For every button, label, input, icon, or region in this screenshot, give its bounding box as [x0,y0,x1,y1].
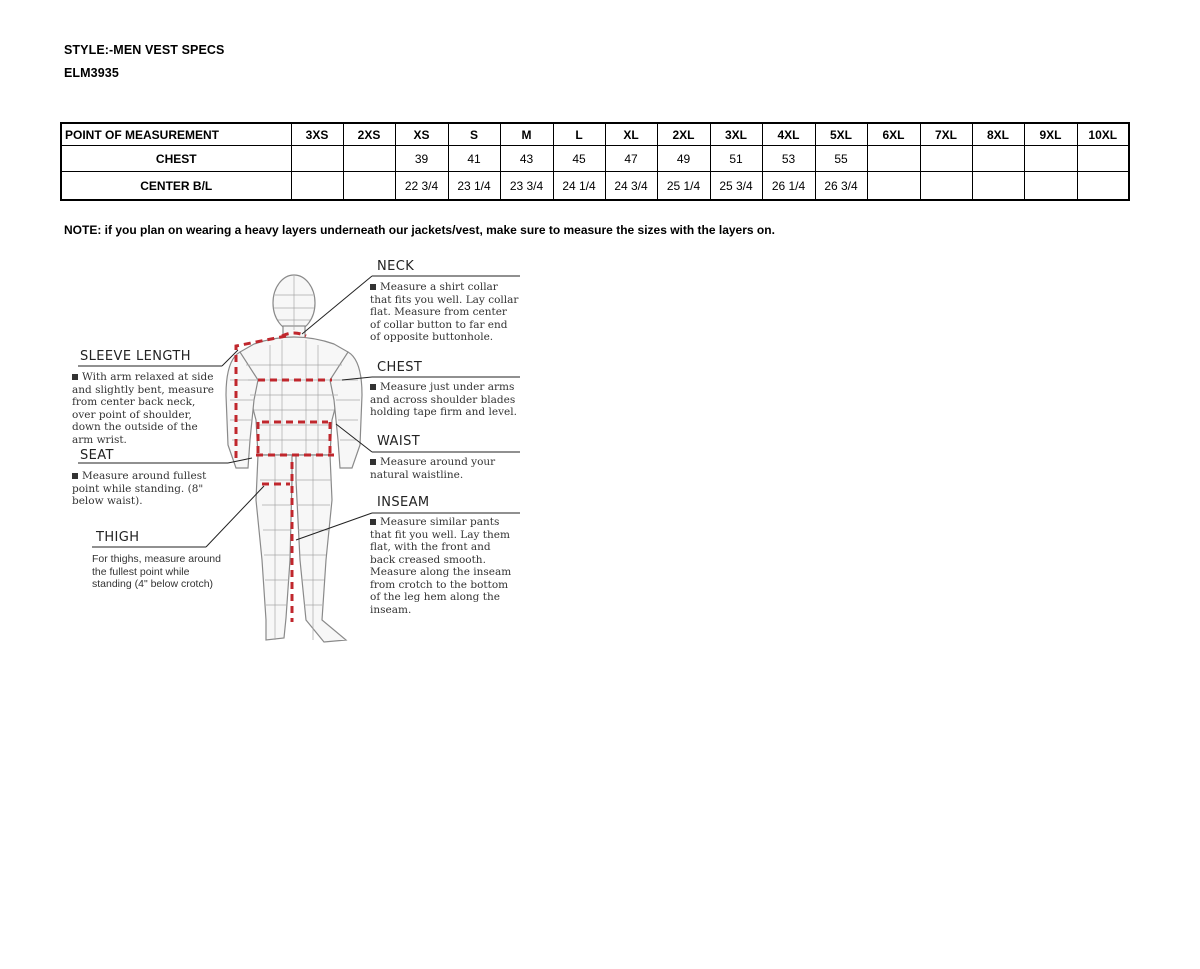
table-cell: 23 3/4 [500,172,553,201]
column-header-size: 5XL [815,123,867,146]
table-cell: 26 1/4 [762,172,815,201]
table-cell: 26 3/4 [815,172,867,201]
table-cell [1024,146,1077,172]
table-cell [291,172,343,201]
table-cell: 25 3/4 [710,172,762,201]
column-header-size: M [500,123,553,146]
table-cell: 24 1/4 [553,172,605,201]
table-cell: 45 [553,146,605,172]
table-cell: 55 [815,146,867,172]
table-cell: 41 [448,146,500,172]
table-cell: 53 [762,146,815,172]
bullet-icon [370,519,376,525]
row-label: CENTER B/L [61,172,291,201]
bullet-icon [72,374,78,380]
neck-description: Measure a shirt collar that fits you well. Lay collar flat. Measure from center of collar button to far end of opposite buttonhole. [370,281,519,343]
column-header-size: 9XL [1024,123,1077,146]
table-cell: 25 1/4 [657,172,710,201]
table-cell [1077,172,1129,201]
column-header-size: 10XL [1077,123,1129,146]
figure-grid-lines [230,276,360,640]
inseam-description: Measure similar pants that fit you well. Lay them flat, with the front and back creased smooth. Measure along the inseam from crotch to the bottom of the leg hem along the inseam. [370,516,512,616]
column-header-size: 7XL [920,123,972,146]
table-cell [343,172,395,201]
table-cell [972,172,1024,201]
column-header-size: 3XS [291,123,343,146]
column-header-point: POINT OF MEASUREMENT [61,123,291,146]
table-cell: 39 [395,146,448,172]
column-header-size: 6XL [867,123,920,146]
style-code: ELM3935 [64,66,119,80]
seat-description: Measure around fullest point while standing. (8" below waist). [72,470,207,507]
column-header-size: S [448,123,500,146]
sleeve-measure-line [236,336,286,460]
inseam-label: INSEAM [377,495,430,510]
table-cell [1024,172,1077,201]
sleeve-length-label: SLEEVE LENGTH [80,349,191,364]
style-title: STYLE:-MEN VEST SPECS [64,43,225,57]
table-cell [1077,146,1129,172]
table-header-row [61,123,1129,146]
chest-description: Measure just under arms and across shoulder blades holding tape firm and level. [370,381,517,418]
seat-label: SEAT [80,448,114,463]
waist-description: Measure around your natural waistline. [370,456,496,481]
bullet-icon [370,459,376,465]
column-header-size: XS [395,123,448,146]
column-header-size: 4XL [762,123,815,146]
table-cell [291,146,343,172]
row-label: CHEST [61,146,291,172]
neck-measure-line [282,333,306,336]
column-header-size: 3XL [710,123,762,146]
table-cell [867,172,920,201]
table-cell: 49 [657,146,710,172]
table-cell: 22 3/4 [395,172,448,201]
column-header-size: L [553,123,605,146]
thigh-description: For thighs, measure around the fullest point while standing (4" below crotch) [92,553,221,590]
table-cell [920,172,972,201]
table-row-chest [61,146,1129,172]
table-cell [920,146,972,172]
table-cell [867,146,920,172]
table-cell: 47 [605,146,657,172]
column-header-size: XL [605,123,657,146]
table-row-center-bl [61,172,1129,201]
size-spec-table [60,122,1130,201]
waist-label: WAIST [377,434,421,449]
table-cell [972,146,1024,172]
thigh-label: THIGH [96,530,140,545]
chest-label: CHEST [377,360,423,375]
neck-label: NECK [377,259,415,274]
table-cell: 24 3/4 [605,172,657,201]
column-header-size: 2XL [657,123,710,146]
column-header-size: 2XS [343,123,395,146]
bullet-icon [370,384,376,390]
bullet-icon [370,284,376,290]
table-cell: 23 1/4 [448,172,500,201]
layering-note: NOTE: if you plan on wearing a heavy layers underneath our jackets/vest, make sure to measure the sizes with the layers on. [64,223,775,237]
measurement-lines [236,333,334,622]
bullet-icon [72,473,78,479]
sleeve-length-description: With arm relaxed at side and slightly bent, measure from center back neck, over point of shoulder, down the outside of the arm wrist. [72,371,214,446]
column-header-size: 8XL [972,123,1024,146]
table-cell: 43 [500,146,553,172]
table-cell [343,146,395,172]
table-cell: 51 [710,146,762,172]
body-figure [226,275,362,642]
